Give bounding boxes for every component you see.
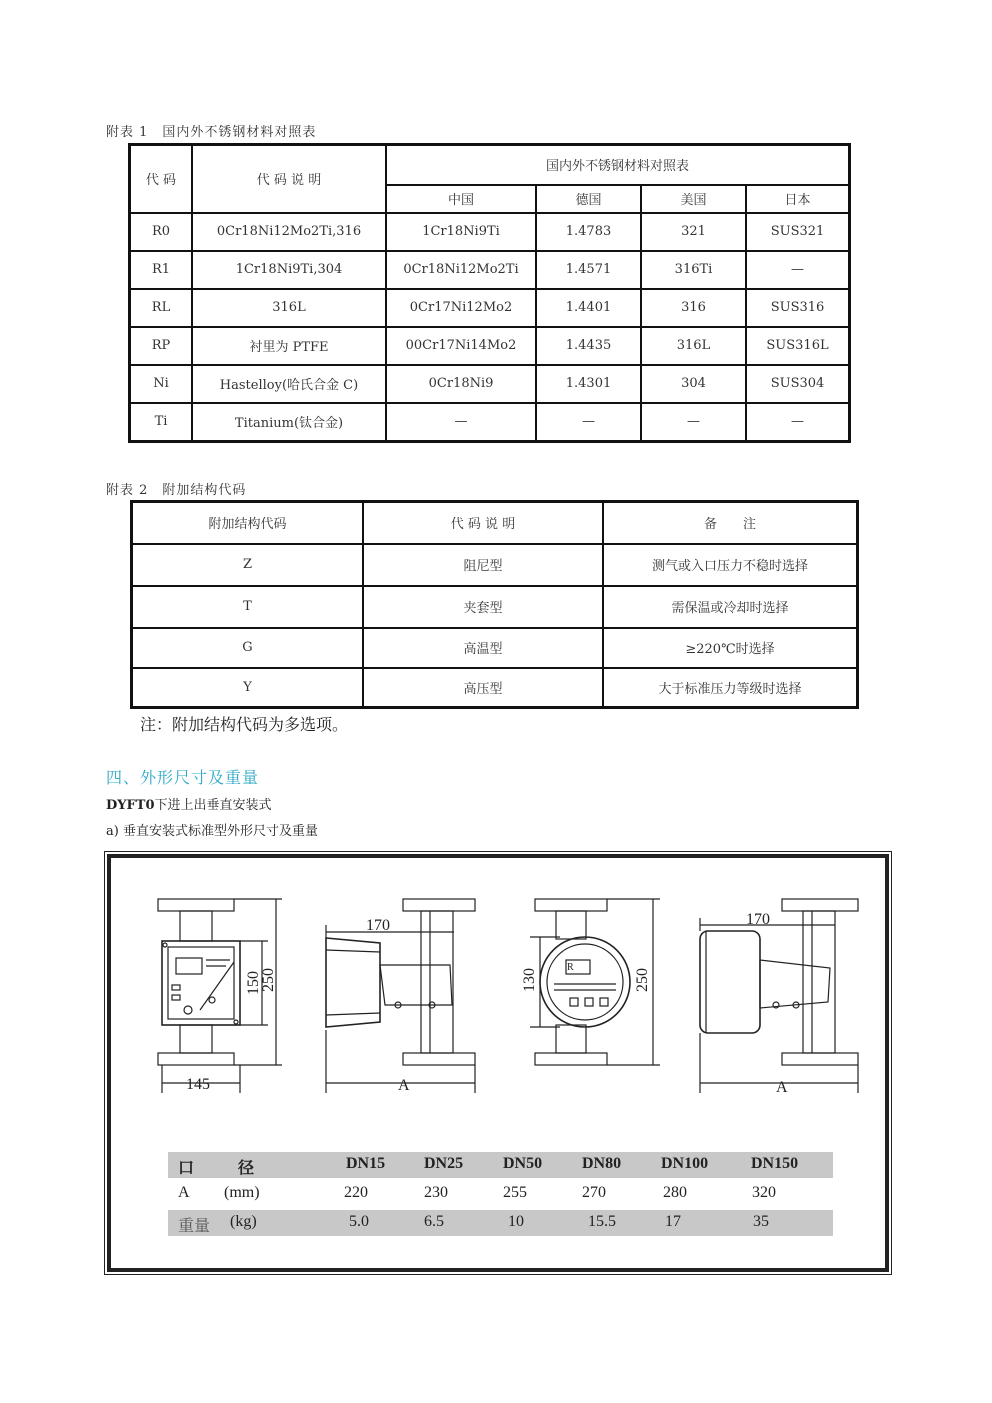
size-cell: DN50	[503, 1155, 543, 1172]
size-cell: DN80	[582, 1155, 622, 1172]
cell-cn: 0Cr18Ni12Mo2Ti	[386, 251, 536, 289]
cell-us: —	[641, 403, 746, 442]
side-view-2	[700, 899, 858, 1093]
cell-cn: 00Cr17Ni14Mo2	[386, 327, 536, 365]
header-usa: 美国	[641, 185, 746, 213]
cell-us: 316	[641, 289, 746, 327]
cell-jp: SUS316	[746, 289, 850, 327]
size-weight-table	[168, 1152, 833, 1236]
cell-code: Y	[132, 668, 364, 708]
cell-code: Ni	[130, 365, 193, 403]
cell-cn: 1Cr18Ni9Ti	[386, 213, 536, 251]
size-cell: DN15	[346, 1155, 386, 1172]
weight-value: 15.5	[588, 1213, 616, 1230]
dim-250-b: 250	[634, 968, 651, 992]
cell-desc: Hastelloy(哈氏合金 C)	[192, 365, 386, 403]
table2-note: 注：附加结构代码为多选项。	[140, 715, 349, 734]
header-code-desc: 代 码 说 明	[363, 502, 603, 544]
sub-title: a) 垂直安装式标准型外形尺寸及重量	[106, 824, 318, 839]
cell-desc: 0Cr18Ni12Mo2Ti,316	[192, 213, 386, 251]
dim-150: 150	[245, 971, 262, 995]
cell-de: 1.4783	[536, 213, 641, 251]
dim-A-2: A	[776, 1079, 788, 1096]
cell-code: G	[132, 628, 364, 668]
weight-value: 5.0	[349, 1213, 369, 1230]
cell-note: 大于标准压力等级时选择	[603, 668, 858, 708]
dim-170-b: 170	[746, 911, 770, 928]
cell-de: —	[536, 403, 641, 442]
table-row	[168, 1152, 833, 1178]
table1-caption: 附表 1 国内外不锈钢材料对照表	[106, 125, 317, 140]
cell-us: 304	[641, 365, 746, 403]
cell-desc: 衬里为 PTFE	[192, 327, 386, 365]
header-structure-code: 附加结构代码	[132, 502, 364, 544]
weight-value: 35	[753, 1213, 769, 1230]
cell-us: 316Ti	[641, 251, 746, 289]
a-value: 280	[663, 1184, 687, 1201]
cell-us: 321	[641, 213, 746, 251]
dim-130: 130	[521, 968, 538, 992]
size-cell: DN100	[661, 1155, 709, 1172]
cell-de: 1.4435	[536, 327, 641, 365]
a-value: 255	[503, 1184, 527, 1201]
cell-code: Ti	[130, 403, 193, 442]
dim-145: 145	[186, 1076, 210, 1093]
cell-cn: 0Cr18Ni9	[386, 365, 536, 403]
cell-de: 1.4571	[536, 251, 641, 289]
cell-desc: 1Cr18Ni9Ti,304	[192, 251, 386, 289]
cell-desc: 高温型	[363, 628, 603, 668]
a-value: 220	[344, 1184, 368, 1201]
dim-170-a: 170	[366, 917, 390, 934]
a-value: 270	[582, 1184, 606, 1201]
cell-jp: —	[746, 403, 850, 442]
cell-desc: Titanium(钛合金)	[192, 403, 386, 442]
cell-desc: 夹套型	[363, 586, 603, 628]
header-japan: 日本	[746, 185, 850, 213]
cell-code: R1	[130, 251, 193, 289]
cell-note: 需保温或冷却时选择	[603, 586, 858, 628]
a-unit: (mm)	[224, 1184, 260, 1201]
header-china: 中国	[386, 185, 536, 213]
cell-jp: SUS304	[746, 365, 850, 403]
cell-jp: —	[746, 251, 850, 289]
a-value: 230	[424, 1184, 448, 1201]
header-germany: 德国	[536, 185, 641, 213]
cell-cn: —	[386, 403, 536, 442]
cell-code: RL	[130, 289, 193, 327]
header-group: 国内外不锈钢材料对照表	[386, 145, 850, 185]
header-desc: 代 码 说 明	[192, 145, 386, 213]
front-view-1	[158, 899, 282, 1093]
cell-jp: SUS316L	[746, 327, 850, 365]
header-bore-b: 径	[238, 1160, 255, 1177]
model-desc: 下进上出垂直安装式	[154, 798, 272, 813]
a-value: 320	[752, 1184, 776, 1201]
size-cell: DN25	[424, 1155, 464, 1172]
cell-desc: 高压型	[363, 668, 603, 708]
cell-code: RP	[130, 327, 193, 365]
cell-jp: SUS321	[746, 213, 850, 251]
weight-value: 6.5	[424, 1213, 444, 1230]
cell-code: T	[132, 586, 364, 628]
header-code: 代 码	[130, 145, 193, 213]
section-title: 四、外形尺寸及重量	[106, 768, 260, 787]
a-label: A	[178, 1184, 190, 1201]
table-row	[168, 1210, 833, 1236]
cell-cn: 0Cr17Ni12Mo2	[386, 289, 536, 327]
cell-us: 316L	[641, 327, 746, 365]
weight-value: 10	[508, 1213, 524, 1230]
header-remark: 备 注	[603, 502, 858, 544]
side-view-1	[326, 899, 475, 1093]
dial-mark-r: R	[567, 962, 574, 973]
cell-note: ≥220℃时选择	[603, 628, 858, 668]
table-row	[168, 1181, 833, 1207]
dim-A-1: A	[398, 1077, 410, 1094]
size-cell: DN150	[751, 1155, 799, 1172]
weight-label: 重量	[178, 1218, 211, 1235]
model-code: DYFT0	[106, 798, 155, 813]
weight-unit: (kg)	[230, 1213, 257, 1230]
cell-desc: 316L	[192, 289, 386, 327]
cell-code: R0	[130, 213, 193, 251]
cell-de: 1.4301	[536, 365, 641, 403]
cell-desc: 阻尼型	[363, 544, 603, 586]
table2-caption: 附表 2 附加结构代码	[106, 483, 247, 498]
cell-note: 测气或入口压力不稳时选择	[603, 544, 858, 586]
weight-value: 17	[665, 1213, 681, 1230]
dim-250: 250	[260, 968, 277, 992]
cell-code: Z	[132, 544, 364, 586]
header-bore-a: 口	[178, 1160, 195, 1177]
cell-de: 1.4401	[536, 289, 641, 327]
